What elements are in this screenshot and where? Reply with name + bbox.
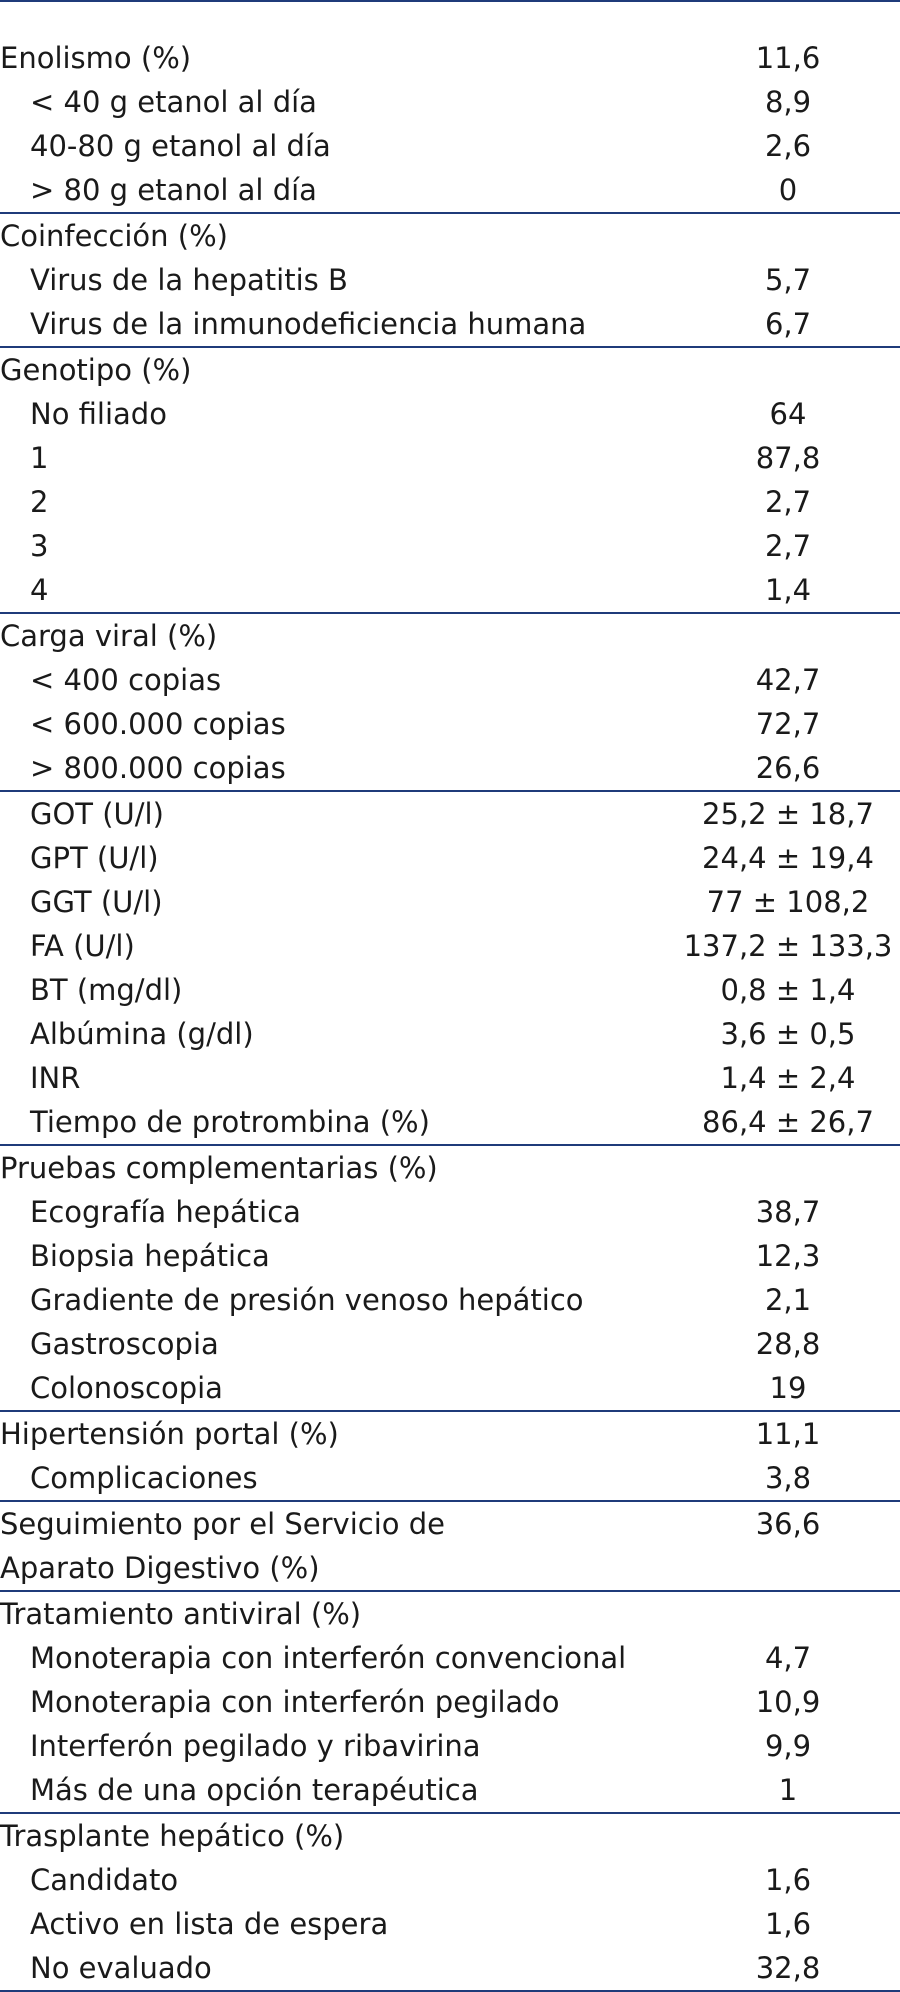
table-row bbox=[0, 1366, 900, 1410]
row-value: 3,6 ± 0,5 bbox=[720, 1017, 856, 1051]
table-row bbox=[0, 880, 900, 924]
table-row bbox=[0, 1456, 900, 1500]
row-sublabel: 3 bbox=[30, 529, 49, 563]
row-value: 11,1 bbox=[755, 1417, 821, 1451]
row-sublabel: No evaluado bbox=[30, 1951, 212, 1985]
table-row bbox=[0, 1724, 900, 1768]
table-row bbox=[0, 1144, 900, 1190]
row-value: 87,8 bbox=[755, 441, 821, 475]
row-value: 9,9 bbox=[764, 1729, 812, 1763]
row-value: 2,1 bbox=[764, 1283, 812, 1317]
row-sublabel: Interferón pegilado y ribavirina bbox=[30, 1729, 481, 1763]
table-row bbox=[0, 790, 900, 836]
row-value: 1,6 bbox=[764, 1863, 812, 1897]
table-row bbox=[0, 1012, 900, 1056]
row-sublabel: 4 bbox=[30, 573, 49, 607]
table-row bbox=[0, 658, 900, 702]
table-row bbox=[0, 392, 900, 436]
table-row bbox=[0, 1946, 900, 1990]
table-row bbox=[0, 1100, 900, 1144]
row-value: 12,3 bbox=[755, 1239, 821, 1273]
table-row bbox=[0, 258, 900, 302]
table-row bbox=[0, 1500, 900, 1590]
table-row bbox=[0, 124, 900, 168]
row-sublabel: 1 bbox=[30, 441, 49, 475]
row-sublabel: Tiempo de protrombina (%) bbox=[30, 1105, 430, 1139]
table-row bbox=[0, 568, 900, 612]
row-value: 42,7 bbox=[755, 663, 821, 697]
table-row bbox=[0, 1234, 900, 1278]
row-section-label: Genotipo (%) bbox=[0, 353, 192, 387]
row-sublabel: 2 bbox=[30, 485, 49, 519]
row-sublabel: Monoterapia con interferón pegilado bbox=[30, 1685, 560, 1719]
table-row bbox=[0, 612, 900, 658]
row-sublabel: Albúmina (g/dl) bbox=[30, 1017, 254, 1051]
row-section-label: Hipertensión portal (%) bbox=[0, 1417, 339, 1451]
table-row bbox=[0, 968, 900, 1012]
row-value: 36,6 bbox=[755, 1507, 821, 1541]
table-row bbox=[0, 302, 900, 346]
row-sublabel: Complicaciones bbox=[30, 1461, 258, 1495]
row-sublabel: < 40 g etanol al día bbox=[30, 85, 317, 119]
row-value: 1,4 bbox=[764, 573, 812, 607]
table-row bbox=[0, 36, 900, 80]
row-sublabel: > 80 g etanol al día bbox=[30, 173, 317, 207]
table-row bbox=[0, 1902, 900, 1946]
table-row bbox=[0, 1410, 900, 1456]
row-sublabel: 40-80 g etanol al día bbox=[30, 129, 331, 163]
row-value: 1 bbox=[778, 1773, 798, 1807]
row-value: 4,7 bbox=[764, 1641, 812, 1675]
table-row bbox=[0, 1680, 900, 1724]
table-row bbox=[0, 168, 900, 212]
row-value: 6,7 bbox=[764, 307, 812, 341]
row-sublabel: Monoterapia con interferón convencional bbox=[30, 1641, 627, 1675]
row-section-label: Tratamiento antiviral (%) bbox=[0, 1597, 362, 1631]
table-row bbox=[0, 746, 900, 790]
row-value: 86,4 ± 26,7 bbox=[702, 1105, 874, 1139]
table-row bbox=[0, 1322, 900, 1366]
row-sublabel: GPT (U/l) bbox=[30, 841, 159, 875]
row-value: 11,6 bbox=[755, 41, 821, 75]
row-sublabel: Virus de la hepatitis B bbox=[30, 263, 348, 297]
row-value: 24,4 ± 19,4 bbox=[702, 841, 874, 875]
row-section-label: Carga viral (%) bbox=[0, 619, 218, 653]
row-value: 72,7 bbox=[755, 707, 821, 741]
row-value: 5,7 bbox=[764, 263, 812, 297]
row-sublabel: < 600.000 copias bbox=[30, 707, 286, 741]
row-sublabel: GGT (U/l) bbox=[30, 885, 163, 919]
row-section-label: Seguimiento por el Servicio de Aparato Digestivo (%) bbox=[0, 1507, 445, 1585]
row-value: 64 bbox=[769, 397, 807, 431]
row-value: 28,8 bbox=[755, 1327, 821, 1361]
row-value: 26,6 bbox=[755, 751, 821, 785]
table-row bbox=[0, 436, 900, 480]
row-sublabel: BT (mg/dl) bbox=[30, 973, 183, 1007]
table-row bbox=[0, 212, 900, 258]
table-row bbox=[0, 1812, 900, 1858]
row-value: 0 bbox=[778, 173, 798, 207]
row-value: 10,9 bbox=[755, 1685, 821, 1719]
row-value: 19 bbox=[769, 1371, 807, 1405]
table-row bbox=[0, 1190, 900, 1234]
row-value: 1,4 ± 2,4 bbox=[720, 1061, 856, 1095]
row-sublabel: Gastroscopia bbox=[30, 1327, 219, 1361]
table-row bbox=[0, 1858, 900, 1902]
table-row bbox=[0, 480, 900, 524]
row-value: 0,8 ± 1,4 bbox=[720, 973, 856, 1007]
table-row bbox=[0, 346, 900, 392]
table-row bbox=[0, 1056, 900, 1100]
row-sublabel: Virus de la inmunodeficiencia humana bbox=[30, 307, 587, 341]
table-row bbox=[0, 836, 900, 880]
row-value: 38,7 bbox=[755, 1195, 821, 1229]
row-value: 77 ± 108,2 bbox=[706, 885, 870, 919]
table-row bbox=[0, 1768, 900, 1812]
row-value: 1,6 bbox=[764, 1907, 812, 1941]
table-row bbox=[0, 702, 900, 746]
row-value: 2,6 bbox=[764, 129, 812, 163]
row-section-label: Pruebas complementarias (%) bbox=[0, 1151, 438, 1185]
row-value: 8,9 bbox=[764, 85, 812, 119]
row-sublabel: > 800.000 copias bbox=[30, 751, 286, 785]
row-section-label: Enolismo (%) bbox=[0, 41, 192, 75]
table-top-rule bbox=[0, 0, 900, 2]
data-table bbox=[0, 36, 900, 1990]
row-sublabel: No filiado bbox=[30, 397, 167, 431]
row-sublabel: Ecografía hepática bbox=[30, 1195, 301, 1229]
row-sublabel: Candidato bbox=[30, 1863, 179, 1897]
row-value: 2,7 bbox=[764, 485, 812, 519]
row-sublabel: Colonoscopia bbox=[30, 1371, 223, 1405]
row-section-label: Coinfección (%) bbox=[0, 219, 228, 253]
row-sublabel: < 400 copias bbox=[30, 663, 222, 697]
table-row bbox=[0, 1636, 900, 1680]
row-section-label: Trasplante hepático (%) bbox=[0, 1819, 345, 1853]
row-sublabel: Gradiente de presión venoso hepático bbox=[30, 1283, 584, 1317]
row-value: 2,7 bbox=[764, 529, 812, 563]
row-sublabel: FA (U/l) bbox=[30, 929, 135, 963]
row-value: 137,2 ± 133,3 bbox=[683, 929, 893, 963]
row-sublabel: INR bbox=[30, 1061, 81, 1095]
table-row bbox=[0, 924, 900, 968]
table-row bbox=[0, 80, 900, 124]
table-row bbox=[0, 1278, 900, 1322]
row-value: 3,8 bbox=[764, 1461, 812, 1495]
row-sublabel: Más de una opción terapéutica bbox=[30, 1773, 479, 1807]
row-value: 25,2 ± 18,7 bbox=[702, 797, 874, 831]
row-sublabel: GOT (U/l) bbox=[30, 797, 164, 831]
table-row bbox=[0, 524, 900, 568]
row-value: 32,8 bbox=[755, 1951, 821, 1985]
row-sublabel: Biopsia hepática bbox=[30, 1239, 270, 1273]
table-row bbox=[0, 1590, 900, 1636]
row-sublabel: Activo en lista de espera bbox=[30, 1907, 389, 1941]
